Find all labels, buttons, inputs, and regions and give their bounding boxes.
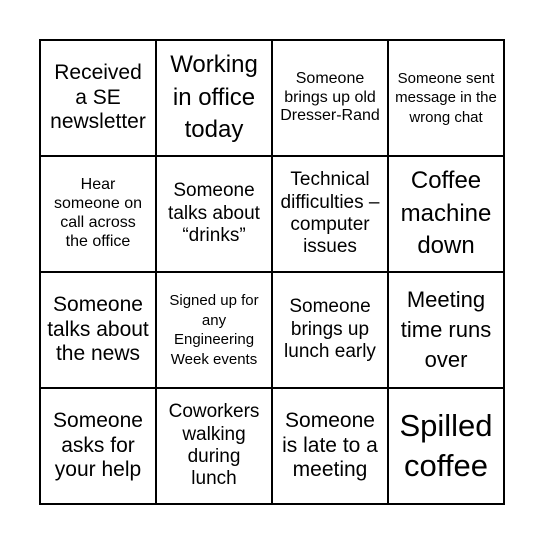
bingo-cell[interactable]: Coworkers walking during lunch: [156, 388, 272, 504]
bingo-cell[interactable]: Someone is late to a meeting: [272, 388, 388, 504]
bingo-cell[interactable]: Meeting time runs over: [388, 272, 504, 388]
bingo-cell[interactable]: Spilled coffee: [388, 388, 504, 504]
bingo-cell[interactable]: Coffee machine down: [388, 156, 504, 272]
bingo-cell[interactable]: Someone talks about “drinks”: [156, 156, 272, 272]
bingo-cell[interactable]: Someone brings up lunch early: [272, 272, 388, 388]
bingo-cell[interactable]: Someone asks for your help: [40, 388, 156, 504]
bingo-cell[interactable]: Technical difficulties – computer issues: [272, 156, 388, 272]
bingo-cell[interactable]: Hear someone on call across the office: [40, 156, 156, 272]
bingo-cell[interactable]: Received a SE newsletter: [40, 40, 156, 156]
bingo-cell[interactable]: Signed up for any Engineering Week events: [156, 272, 272, 388]
bingo-cell[interactable]: Someone sent message in the wrong chat: [388, 40, 504, 156]
bingo-cell[interactable]: Someone brings up old Dresser-Rand: [272, 40, 388, 156]
bingo-cell[interactable]: Working in office today: [156, 40, 272, 156]
bingo-board: [39, 39, 505, 505]
bingo-cell[interactable]: Someone talks about the news: [40, 272, 156, 388]
